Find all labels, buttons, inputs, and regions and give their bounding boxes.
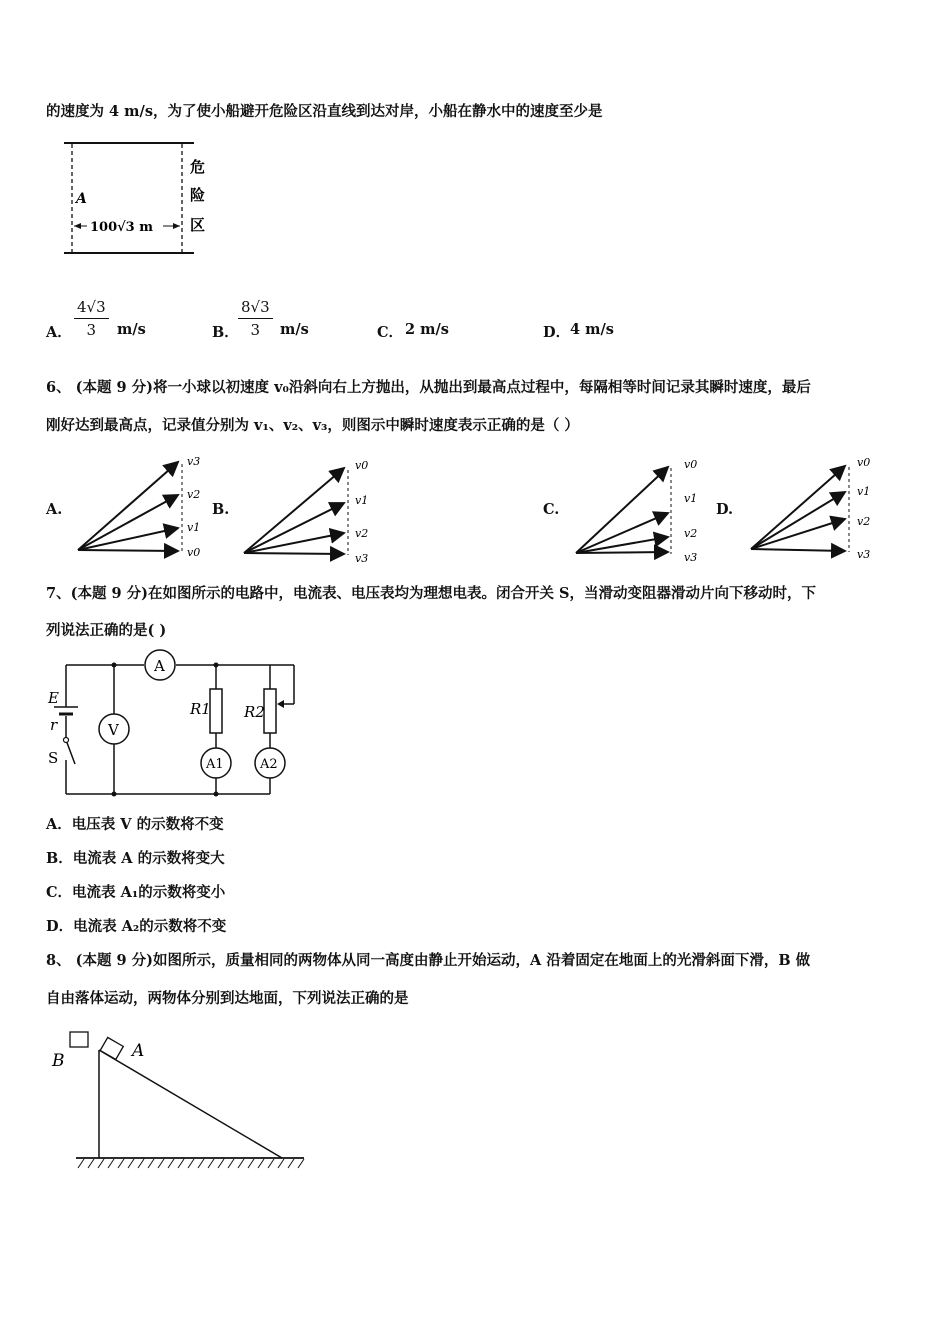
circuit-label-r: r: [50, 716, 58, 734]
q5-option-b-unit: m/s: [280, 321, 309, 338]
q6b-label-4: v3: [355, 552, 369, 565]
q5-option-b-denominator: 3: [250, 321, 261, 339]
q6d-label-1: v0: [857, 456, 871, 469]
q5-option-c-text: 2 m/s: [405, 321, 449, 338]
q7-option-a[interactable]: A．电压表 V 的示数将不变: [46, 816, 224, 833]
q5-option-b-numerator: 8√3: [238, 298, 273, 319]
q6b-label-1: v0: [355, 459, 369, 472]
q6-option-a-diagram: [74, 452, 209, 562]
q5-label-a: A: [76, 191, 87, 207]
q7-option-b[interactable]: B．电流表 A 的示数将变大: [46, 850, 225, 867]
q7-question-line2: 列说法正确的是( ): [46, 622, 167, 639]
q5-option-c-letter[interactable]: C．: [377, 324, 404, 341]
q8-label-a: A: [132, 1041, 145, 1061]
q8-incline-figure: [48, 1028, 310, 1178]
ammeter-a1-label: A1: [206, 757, 224, 772]
circuit-label-s: S: [48, 749, 59, 767]
q6-option-d-diagram: [747, 454, 882, 564]
q6b-label-2: v1: [355, 494, 369, 507]
q8-question-line2: 自由落体运动，两物体分别到达地面，下列说法正确的是: [46, 990, 409, 1007]
q7-option-c[interactable]: C．电流表 A₁的示数将变小: [46, 884, 226, 901]
q5-option-b-fraction: [238, 298, 273, 339]
q7-circuit-diagram: [44, 652, 304, 802]
q5-distance-label: 100√3 m: [90, 220, 154, 235]
voltmeter-v-label: V: [108, 721, 119, 739]
q5-option-d-text: 4 m/s: [570, 321, 614, 338]
q5-option-a-numerator: 4√3: [74, 298, 109, 319]
q5-option-b-letter[interactable]: B．: [212, 324, 239, 341]
q6d-label-3: v2: [857, 515, 871, 528]
q6c-label-1: v0: [684, 458, 698, 471]
q6-question-line1: 6、 (本题 9 分)将一小球以初速度 v₀沿斜向右上方抛出，从抛出到最高点过程中，每隔相等时间记录其瞬时速度，最后: [46, 379, 811, 396]
q5-option-a-fraction: [74, 298, 109, 339]
resistor-r2-label: R2: [244, 703, 265, 721]
q5-danger-char-3: 区: [190, 216, 206, 234]
q5-option-d-letter[interactable]: D．: [543, 324, 571, 341]
q5-danger-char-1: 危: [190, 158, 206, 176]
q5-danger-char-2: 险: [190, 186, 206, 204]
ammeter-a-label: A: [154, 657, 165, 675]
q5-river-figure: [60, 140, 220, 260]
q5-option-a-denominator: 3: [86, 321, 97, 339]
q5-continuation-text: 的速度为 4 m/s，为了使小船避开危险区沿直线到达对岸，小船在静水中的速度至少是: [46, 103, 603, 120]
q6-question-line2: 刚好达到最高点，记录值分别为 v₁、v₂、v₃，则图示中瞬时速度表示正确的是（ ）: [46, 417, 579, 434]
q7-option-d[interactable]: D．电流表 A₂的示数将不变: [46, 918, 227, 935]
q6d-label-4: v3: [857, 548, 871, 561]
q5-option-a-unit: m/s: [117, 321, 146, 338]
q8-question-line1: 8、 (本题 9 分)如图所示，质量相同的两物体从同一高度由静止开始运动，A 沿着固定在地面上的光滑斜面下滑，B 做: [46, 952, 811, 969]
q6b-label-3: v2: [355, 527, 369, 540]
ammeter-a2-label: A2: [260, 757, 278, 772]
q6a-label-3: v1: [187, 521, 201, 534]
q6-option-c-letter[interactable]: C.: [543, 501, 560, 518]
q6a-label-2: v2: [187, 488, 201, 501]
circuit-label-e: E: [48, 689, 59, 707]
q6-option-d-letter[interactable]: D.: [716, 501, 734, 518]
q6a-label-1: v3: [187, 455, 201, 468]
q6c-label-3: v2: [684, 527, 698, 540]
q6d-label-2: v1: [857, 485, 871, 498]
q6c-label-4: v3: [684, 551, 698, 564]
q8-label-b: B: [52, 1051, 65, 1071]
q6-option-a-letter[interactable]: A.: [46, 501, 63, 518]
q7-question-line1: 7、(本题 9 分)在如图所示的电路中，电流表、电压表均为理想电表。闭合开关 S，当滑动变阻器滑动片向下移动时，下: [46, 585, 817, 602]
resistor-r1-label: R1: [190, 700, 211, 718]
q5-option-a-letter[interactable]: A．: [46, 324, 72, 341]
q6c-label-2: v1: [684, 492, 698, 505]
q6-option-c-diagram: [572, 455, 707, 565]
q6-option-b-diagram: [240, 456, 380, 566]
q6-option-b-letter[interactable]: B.: [212, 501, 230, 518]
q6a-label-4: v0: [187, 546, 201, 559]
